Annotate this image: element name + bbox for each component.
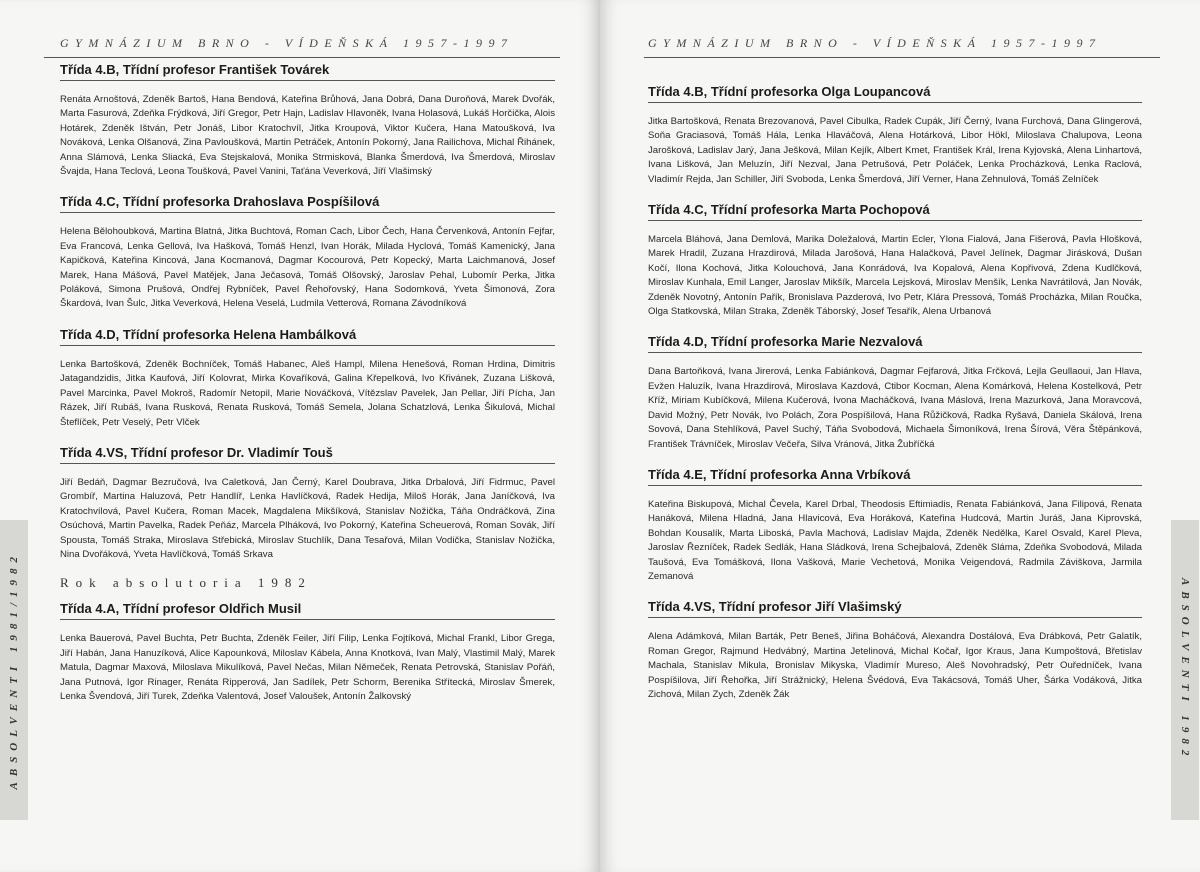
class-section: [648, 465, 1142, 584]
student-names: Jitka Bartošková, Renata Brezovanová, Pavel Cibulka, Radek Cupák, Jiří Černý, Ivana Furchová, Dana Glingerová, Soňa Graciasová, Tomáš Hála, Lenka Hlaváčová, Alena Hotárková, Libor Hökl, Miloslava Chalupova, Leona Jarošková, Ladislav Jarý, Jana Ješková, Milan Kejík, Albert Kmet, František Král, Irena Kyjovská, Alena Linhartová, Ivana Lišková, Jan Meluzín, Jiří Nezval, Jana Petrušová, Petr Poláček, Lenka Procházková, Lenka Raclová, Vladimír Rejda, Jan Schiller, Jiří Svoboda, Lenka Šmerdová, Jiří Verner, Hana Zehnulová, Tomáš Zelníček: [648, 116, 1142, 185]
student-names: Marcela Bláhová, Jana Demlová, Marika Doležalová, Martin Ecler, Ylona Fialová, Jana Fišerová, Pavla Hlošková, Marek Hradil, Zuzana Hrazdirová, Milada Jarošová, Hana Halačková, Pavel Jelínek, Dagmar Jirásková, Dušan Kočí, Ilona Kochová, Jitka Kolouchová, Jana Konrádová, Iva Kopalová, Alena Kopřivová, Zdena Kudlčková, Miroslav Kunhala, Emil Langer, Jaroslav Mikšík, Marcela Lejsková, Miroslav Menšík, Lenka Navrátilová, Jan Novák, Zdeněk Novotný, Antonín Pařík, Bronislava Pazderová, Ivo Petr, Klára Pressová, Tomáš Procházka, Milan Roučka, Olga Statkovská, Milan Straka, Zdeněk Táborský, Josef Tesařík, Alena Urbanová: [648, 234, 1142, 318]
student-names: Kateřina Biskupová, Michal Čevela, Karel Drbal, Theodosis Eftimiadis, Renata Fabiánková, Jana Filipová, Renata Hanáková, Milena Hladná, Jana Hlavicová, Eva Horáková, Kateřina Hudcová, Martin Juráš, Jana Kiprovská, Bohdan Kousalík, Marta Liboská, Pavla Machová, Ladislav Majda, Zdeněk Nedělka, Karel Osvald, Karel Pleva, Jaroslav Řezníček, Radek Sedlák, Hana Sládková, Irena Schejbalová, Zdeněk Sláma, Zdeňka Svobodová, Milada Taušová, Eva Tomášková, Ilona Vašková, Marie Vechetová, Monika Veigendová, Radmila Záviškova, Jarmila Zemanová: [648, 498, 1142, 582]
class-section: [648, 200, 1142, 319]
student-names: Renáta Arnoštová, Zdeněk Bartoš, Hana Bendová, Kateřina Brůhová, Jana Dobrá, Dana Duroňová, Marek Dvořák, Marta Fasurová, Zdeňka Frýdková, Jiří Gregor, Petr Hajn, Ladislav Hlavoněk, Ivana Holasová, Lukáš Horčička, Alois Hotárek, Zdeněk Ištván, Petr Jonáš, Libor Kratochvíl, Jitka Kroupová, Viktor Kučera, Hana Matoušková, Iva Nováková, Lenka Olšanová, Zina Pavloušková, Martin Petráček, Antonín Pokorný, Jana Railichova, Michal Řihánek, Anna Slámová, Lenka Sliacká, Eva Stejskalová, Monika Strmisková, Blanka Šmerdová, Iva Šmerdová, Miroslav Švajda, Hana Teclová, Leona Toušková, Pavel Vanini, Taťána Veverková, Jiří Vlašimský: [60, 94, 555, 178]
left-column: [60, 60, 555, 717]
class-title: Třída 4.A, Třídní profesor Oldřich Musil: [60, 599, 555, 620]
class-section: [60, 192, 555, 311]
class-section: [60, 60, 555, 179]
class-title: Třída 4.D, Třídní profesorka Helena Hambálková: [60, 325, 555, 346]
side-tab-right: [1171, 520, 1199, 820]
class-section: [648, 332, 1142, 451]
class-title: Třída 4.D, Třídní profesorka Marie Nezvalová: [648, 332, 1142, 353]
class-section: [60, 599, 555, 704]
year-heading: Rok absolutoria 1982: [60, 575, 312, 591]
class-section: [648, 597, 1142, 702]
running-head-left: GYMNÁZIUM BRNO - VÍDEŇSKÁ 1957-1997: [60, 36, 514, 50]
student-names: Helena Bělohoubková, Martina Blatná, Jitka Buchtová, Roman Cach, Libor Čech, Hana Červenková, Antonín Fejfar, Eva Francová, Lenka Gellová, Iva Hašková, Tomáš Henzl, Ivan Horák, Milada Hyclová, Tomáš Kamenický, Jana Kapičková, Kateřina Kincová, Jana Kocmanová, Dagmar Kocourová, Petr Kopecký, Marta Laichmanová, Josef Marek, Hana Mášová, Pavel Matějek, Jana Ječasová, Tomáš Olšovský, Jaroslav Pehal, Lubomír Perka, Jitka Poláková, Simona Prušová, Ondřej Rybníček, Pavel Řehořovský, Hana Sodomková, Yveta Šimonová, Zora Škardová, Ivan Šulc, Jitka Veverková, Helena Veselá, Ludmila Vetterová, Romana Závodníková: [60, 226, 555, 310]
running-head-rule-left: [44, 57, 560, 58]
class-title: Třída 4.C, Třídní profesorka Marta Pochopová: [648, 200, 1142, 221]
class-title: Třída 4.B, Třídní profesor František Továrek: [60, 60, 555, 81]
class-title: Třída 4.C, Třídní profesorka Drahoslava Pospíšilová: [60, 192, 555, 213]
side-tab-right-label: ABSOLVENTI 1982: [1179, 578, 1191, 762]
student-names: Dana Bartoňková, Ivana Jirerová, Lenka Fabiánková, Dagmar Fejfarová, Jitka Frčková, Lejla Geullaoui, Jan Hlava, Evžen Haluzík, Ivana Hrazdirová, Miroslava Kazdová, Ctibor Kocman, Alena Komárková, Helena Kostelková, Petr Kříž, Miriam Kubíčková, Milena Kučerová, Ivona Macháčková, Ivana Máslová, Irena Mazurková, Jana Moravcová, David Možný, Petr Novák, Ivo Polách, Zora Pospíšilová, Hana Růžičková, Radka Ryšavá, Daniela Skálová, Irena Sovová, Dana Stehlíková, Pavel Suchý, Táňa Svobodová, Michaela Šimoníková, Irena Šírová, Věra Štěpánková, František Trávníček, Miroslav Večeřa, Silva Vránová, Jitka Žubříčká: [648, 366, 1142, 450]
class-title: Třída 4.VS, Třídní profesor Dr. Vladimír Touš: [60, 443, 555, 464]
student-names: Lenka Bauerová, Pavel Buchta, Petr Buchta, Zdeněk Feiler, Jiří Filip, Lenka Fojtíková, Michal Frankl, Libor Grega, Jiří Habán, Jana Hanuzíková, Alice Kapounková, Miloslav Kábela, Anna Knotková, Ivan Malý, Vlastimil Malý, Marek Matula, Dagmar Maxová, Miloslava Mikulíková, Pavel Nečas, Milan Němeček, Renata Petrovská, Stanislav Pořáň, Jana Putnová, Igor Rinager, Renáta Ripperová, Jan Sadílek, Petr Schorm, Berenika Střítecká, Miroslav Šmerek, Lenka Švendová, Jiří Turek, Zdeňka Valentová, Josef Valoušek, Antonín Žalkovský: [60, 633, 555, 702]
class-title: Třída 4.E, Třídní profesorka Anna Vrbíková: [648, 465, 1142, 486]
running-head-right: GYMNÁZIUM BRNO - VÍDEŇSKÁ 1957-1997: [648, 36, 1102, 50]
side-tab-left: [0, 520, 28, 820]
student-names: Jiří Bedáň, Dagmar Bezručová, Iva Caletková, Jan Černý, Karel Doubrava, Jitka Drbalová, Jiří Fidrmuc, Pavel Grombíř, Martina Haluzová, Petr Handlíř, Lenka Havlíčková, Radek Hedija, Miloš Horák, Jana Janíčková, Iva Kratochvílová, Pavel Kučera, Roman Macek, Magdalena Mikšíková, Stanislav Nožička, Táňa Ondráčková, Zina Osúchová, Martin Pavelka, Radek Peňáz, Marcela Plháková, Ivo Pokorný, Kateřina Scheuerová, Roman Sovák, Jiří Spousta, Tomáš Straka, Miroslava Střebická, Miroslav Stuchlík, Dana Tesařová, Milan Vodička, Stanislav Nožička, Nina Dvořáková, Yveta Havlíčková, Tomáš Srkava: [60, 476, 555, 560]
student-names: Lenka Bartošková, Zdeněk Bochníček, Tomáš Habanec, Aleš Hampl, Milena Henešová, Roman Hrdina, Dimitris Jatagandzidis, Jitka Kaufová, Jiří Kolovrat, Mirka Kovaříková, Galina Křepelková, Ivo Křivánek, Zuzana Lišková, Pavel Marcinka, Pavel Mokroš, Radomír Netopil, Marie Nováčková, Vítězslav Pavelek, Jan Pellar, Jiří Pícha, Jan Rázek, Jiří Rubáš, Ivana Rusková, Renata Rusková, Tomáš Semela, Jolana Schatzlová, Lenka Šikulová, Michal Šteflíček, Petr Veselý, Petr Vlček: [60, 358, 555, 428]
class-section: [648, 82, 1142, 187]
side-tab-left-label: ABSOLVENTI 1981/1982: [8, 550, 20, 790]
class-section: [60, 443, 555, 562]
right-column: [648, 82, 1142, 715]
class-title: Třída 4.VS, Třídní profesor Jiří Vlašimský: [648, 597, 1142, 618]
class-title: Třída 4.B, Třídní profesorka Olga Loupancová: [648, 82, 1142, 103]
class-section: [60, 325, 555, 430]
student-names: Alena Adámková, Milan Barták, Petr Beneš, Jiřina Boháčová, Alexandra Dostálová, Eva Drábková, Petr Galatík, Roman Gregor, Rajmund Hedvábný, Martina Jetelinová, Michal Kočař, Igor Kraus, Jana Kumpoštová, Břetislav Machala, Stanislav Mikula, Bronislav Mikyska, Vladimír Mureso, Aleš Novohradský, Petr Ouředníček, Ivana Pospíšilova, Jiří Řehořka, Jiří Strážnický, Helena Švédová, Eva Takácsová, Tomáš Uher, Šárka Vodáková, Jitka Zichová, Milan Zych, Zdeněk Žák: [648, 631, 1142, 700]
running-head-rule-right: [644, 57, 1160, 58]
